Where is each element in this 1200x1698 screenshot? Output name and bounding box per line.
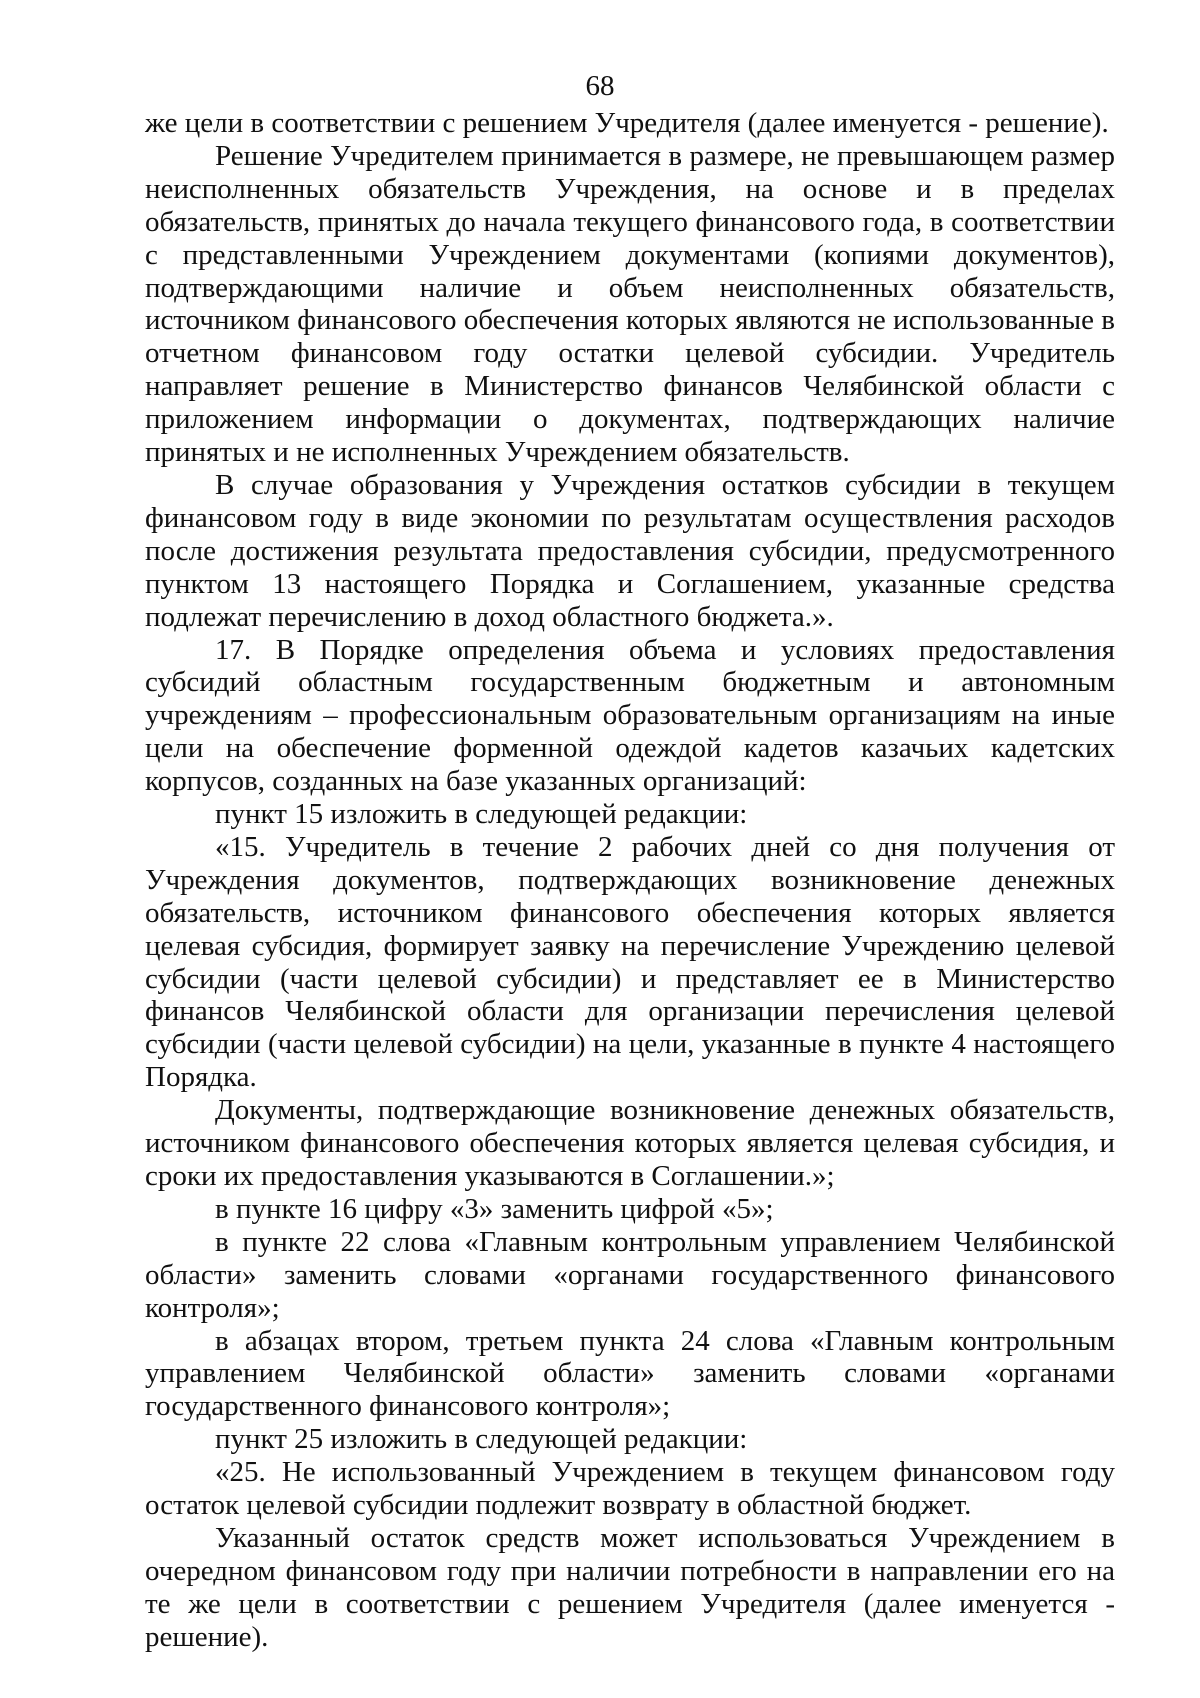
paragraph: пункт 15 изложить в следующей редакции: xyxy=(215,798,748,831)
paragraph: В случае образования у Учреждения остатков субсидии в текущем финансовом году в виде экономии по результатам осуществления расходов после достижения результата предоставления субсидии, предусмотренного пунктом 13 настоящего Порядка и Соглашением, указанные средства подлежат перечислению в доход областного бюджета.». xyxy=(145,468,1115,633)
paragraph: «25. Не использованный Учреждением в текущем финансовом году остаток целевой субсидии подлежит возврату в областной бюджет. xyxy=(145,1456,1115,1522)
paragraph: Указанный остаток средств может использоваться Учреждением в очередном финансовом году при наличии потребности в направлении его на те же цели в соответствии с решением Учредителя (далее именуется - решение). xyxy=(145,1521,1115,1653)
paragraph: «15. Учредитель в течение 2 рабочих дней со дня получения от Учреждения документов, подтверждающих возникновение денежных обязательств, источником финансового обеспечения которых является целевая субсидия, формирует заявку на перечисление Учреждению целевой субсидии (части целевой субсидии) и представляет ее в Министерство финансов Челябинской области для организации перечисления целевой субсидии (части целевой субсидии) на цели, указанные в пункте 4 настоящего Порядка. xyxy=(145,830,1115,1094)
paragraph: в абзацах втором, третьем пункта 24 слова «Главным контрольным управлением Челябинской области» заменить словами «органами государственного финансового контроля»; xyxy=(145,1324,1115,1423)
page-number: 68 xyxy=(585,70,615,102)
document-body xyxy=(145,107,1115,1654)
paragraph: в пункте 16 цифру «3» заменить цифрой «5»; xyxy=(215,1192,774,1225)
paragraph: 17. В Порядке определения объема и условиях предоставления субсидий областным государственным бюджетным и автономным учреждениям – профессиональным образовательным организациям на иные цели на обеспечение форменной одеждой кадетов казачьих кадетских корпусов, созданных на базе указанных организаций: xyxy=(145,633,1115,798)
paragraph: пункт 25 изложить в следующей редакции: xyxy=(215,1423,748,1456)
paragraph: Решение Учредителем принимается в размере, не превышающем размер неисполненных обязательств Учреждения, на основе и в пределах обязательств, принятых до начала текущего финансового года, в соответствии с представленными Учреждением документами (копиями документов), подтверждающими наличие и объем неисполненных обязательств, источником финансового обеспечения которых являются не использованные в отчетном финансовом году остатки целевой субсидии. Учредитель направляет решение в Министерство финансов Челябинской области с приложением информации о документах, подтверждающих наличие принятых и не исполненных Учреждением обязательств. xyxy=(145,139,1115,469)
paragraph: Документы, подтверждающие возникновение денежных обязательств, источником финансового обеспечения которых является целевая субсидия, и сроки их предоставления указываются в Соглашении.»; xyxy=(145,1094,1115,1192)
paragraph: в пункте 22 слова «Главным контрольным управлением Челябинской области» заменить словами «органами государственного финансового контроля»; xyxy=(145,1225,1115,1324)
paragraph: же цели в соответствии с решением Учредителя (далее именуется - решение). xyxy=(145,107,1109,139)
